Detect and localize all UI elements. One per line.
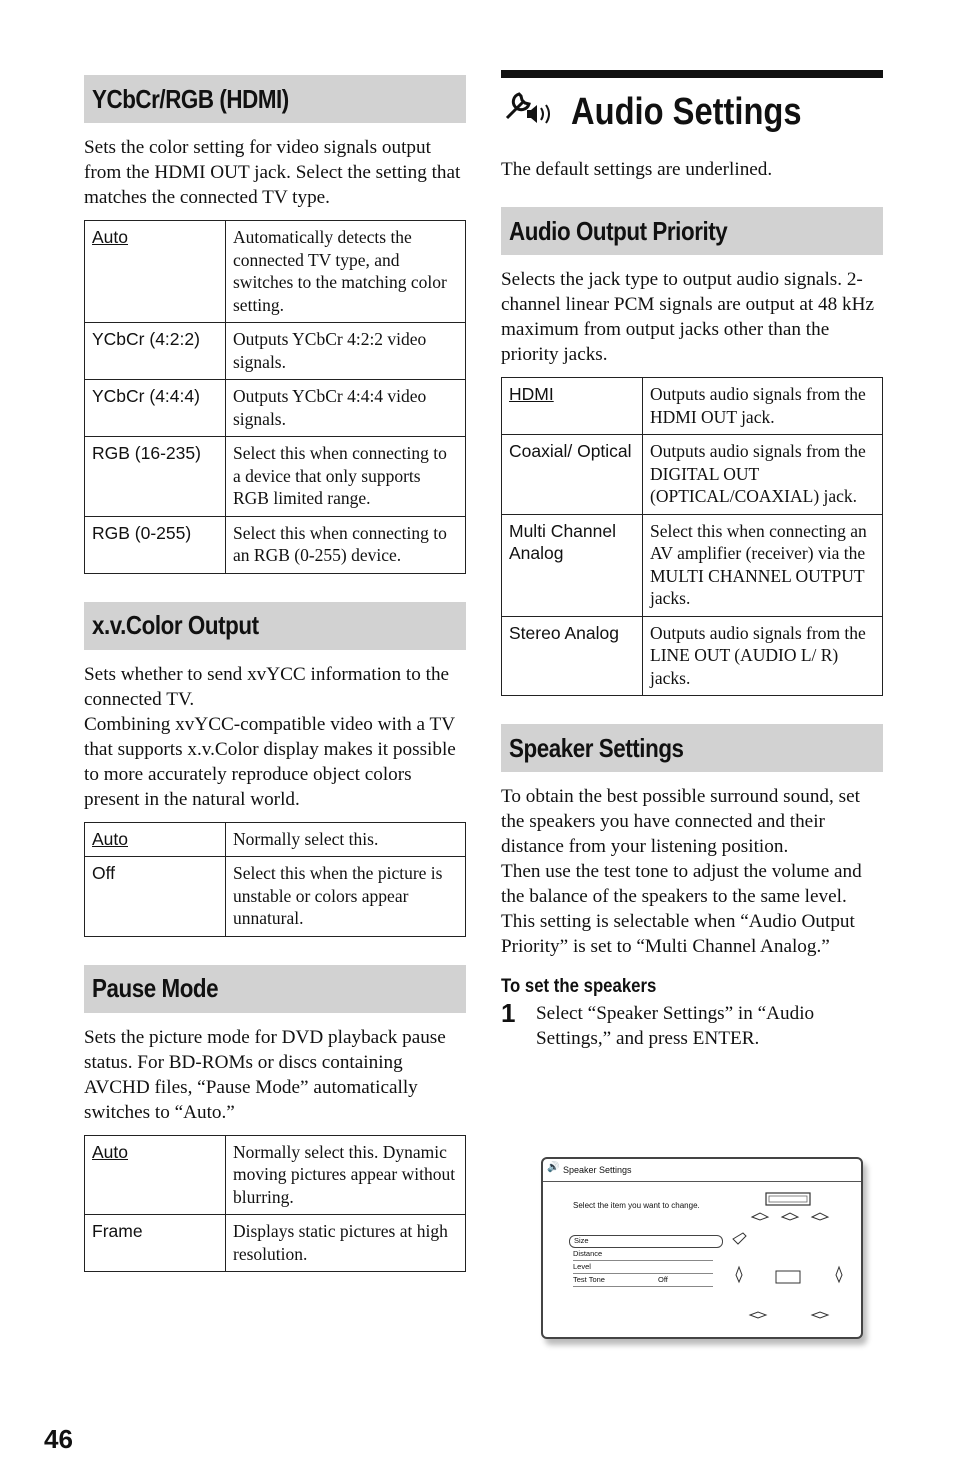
speaker-subheading: To set the speakers	[501, 975, 657, 997]
table-row	[85, 1215, 466, 1272]
right-column	[501, 70, 883, 1051]
pause-mode-options-table	[84, 1135, 466, 1273]
speaker-icon: 🔊	[547, 1162, 560, 1173]
option-key: RGB (16-235)	[85, 437, 226, 517]
menu-item-size[interactable]: Size	[569, 1235, 723, 1248]
table-row	[502, 514, 883, 616]
option-key: Off	[85, 857, 226, 937]
option-key: Auto	[92, 1141, 128, 1162]
option-key: Multi Channel Analog	[502, 514, 643, 616]
ycbcr-description: Sets the color setting for video signals output from the HDMI OUT jack. Select the setting that matches the connected TV type.	[84, 137, 461, 208]
table-row	[85, 516, 466, 573]
section-heading-ycbcr: YCbCr/RGB (HDMI)	[84, 75, 466, 123]
table-row	[85, 1135, 466, 1215]
option-key: Stereo Analog	[502, 616, 643, 696]
speaker-settings-screen	[541, 1157, 863, 1339]
option-key: YCbCr (4:2:2)	[85, 323, 226, 380]
table-row	[85, 323, 466, 380]
menu-item-distance[interactable]: Distance	[573, 1249, 713, 1261]
option-desc: Normally select this. Dynamic moving pictures appear without blurring.	[226, 1135, 466, 1215]
section-heading-speaker-settings: Speaker Settings	[501, 724, 883, 772]
table-row	[502, 616, 883, 696]
option-key: YCbCr (4:4:4)	[85, 380, 226, 437]
option-desc: Outputs audio signals from the DIGITAL OUT (OPTICAL/COAXIAL) jack.	[643, 435, 883, 515]
option-key: Auto	[92, 828, 128, 849]
table-row	[85, 221, 466, 323]
option-key: HDMI	[509, 384, 554, 404]
speaker-layout-diagram	[728, 1189, 853, 1329]
step-number: 1	[501, 998, 516, 1028]
option-desc: Outputs audio signals from the HDMI OUT jack.	[643, 378, 883, 435]
option-desc: Select this when the picture is unstable or colors appear unnatural.	[226, 857, 466, 937]
table-row	[502, 435, 883, 515]
option-key: RGB (0-255)	[85, 516, 226, 573]
page-title-bar	[501, 70, 883, 137]
page-title: Audio Settings	[571, 91, 802, 133]
table-row	[85, 380, 466, 437]
speaker-description-3: This setting is selectable when “Audio Output Priority” is set to “Multi Channel Analog.”	[501, 911, 855, 957]
screen-prompt: Select the item you want to change.	[573, 1201, 700, 1210]
table-row	[85, 822, 466, 857]
ycbcr-options-table	[84, 220, 466, 574]
option-key: Coaxial/ Optical	[502, 435, 643, 515]
page-number: 46	[44, 1424, 73, 1454]
priority-options-table	[501, 377, 883, 696]
speaker-description-1: To obtain the best possible surround sound, set the speakers you have connected and their distance from your listening position.	[501, 786, 860, 857]
xvcolor-description-1: Sets whether to send xvYCC information to the connected TV.	[84, 663, 450, 710]
table-row	[85, 857, 466, 937]
priority-description: Selects the jack type to output audio signals. 2-channel linear PCM signals are output at 48 kHz maximum from output jacks other than the priority jacks.	[501, 269, 875, 365]
option-desc: Outputs YCbCr 4:4:4 video signals.	[226, 380, 466, 437]
option-desc: Select this when connecting to a device that only supports RGB limited range.	[226, 437, 466, 517]
speaker-description-2: Then use the test tone to adjust the volume and the balance of the speakers to the same level.	[501, 861, 862, 907]
option-key: Frame	[85, 1215, 226, 1272]
pause-mode-description: Sets the picture mode for DVD playback pause status. For BD-ROMs or discs containing AVCHD files, “Pause Mode” automatically switches to “Auto.”	[84, 1026, 446, 1123]
step-1	[501, 998, 883, 1051]
table-row	[502, 378, 883, 435]
menu-item-test-tone[interactable]: Test Tone Off	[573, 1275, 713, 1287]
step-text: Select “Speaker Settings” in “Audio Settings,” and press ENTER.	[536, 1003, 815, 1049]
option-desc: Automatically detects the connected TV type, and switches to the matching color setting.	[226, 221, 466, 323]
section-heading-xvcolor: x.v.Color Output	[84, 602, 466, 650]
option-desc: Outputs audio signals from the LINE OUT (AUDIO L/ R) jacks.	[643, 616, 883, 696]
menu-item-level[interactable]: Level	[573, 1262, 713, 1274]
speaker-icons	[733, 1213, 842, 1318]
option-desc: Select this when connecting to an RGB (0-255) device.	[226, 516, 466, 573]
section-heading-audio-output-priority: Audio Output Priority	[501, 207, 883, 255]
default-note: The default settings are underlined.	[501, 159, 773, 180]
option-desc: Displays static pictures at high resolution.	[226, 1215, 466, 1272]
screen-title: Speaker Settings	[563, 1165, 632, 1175]
left-column	[84, 75, 466, 1272]
option-key: Auto	[92, 227, 128, 247]
option-desc: Outputs YCbCr 4:2:2 video signals.	[226, 323, 466, 380]
option-desc: Normally select this.	[226, 822, 466, 857]
option-desc: Select this when connecting an AV amplifier (receiver) via the MULTI CHANNEL OUTPUT jacks.	[643, 514, 883, 616]
audio-settings-icon	[501, 88, 557, 137]
screen-header	[543, 1159, 861, 1182]
xvcolor-description-2: Combining xvYCC-compatible video with a TV that supports x.v.Color display makes it possible to more accurately reproduce object colors present in the natural world.	[84, 713, 456, 810]
section-heading-pause-mode: Pause Mode	[84, 965, 466, 1013]
table-row	[85, 437, 466, 517]
xvcolor-options-table	[84, 822, 466, 937]
